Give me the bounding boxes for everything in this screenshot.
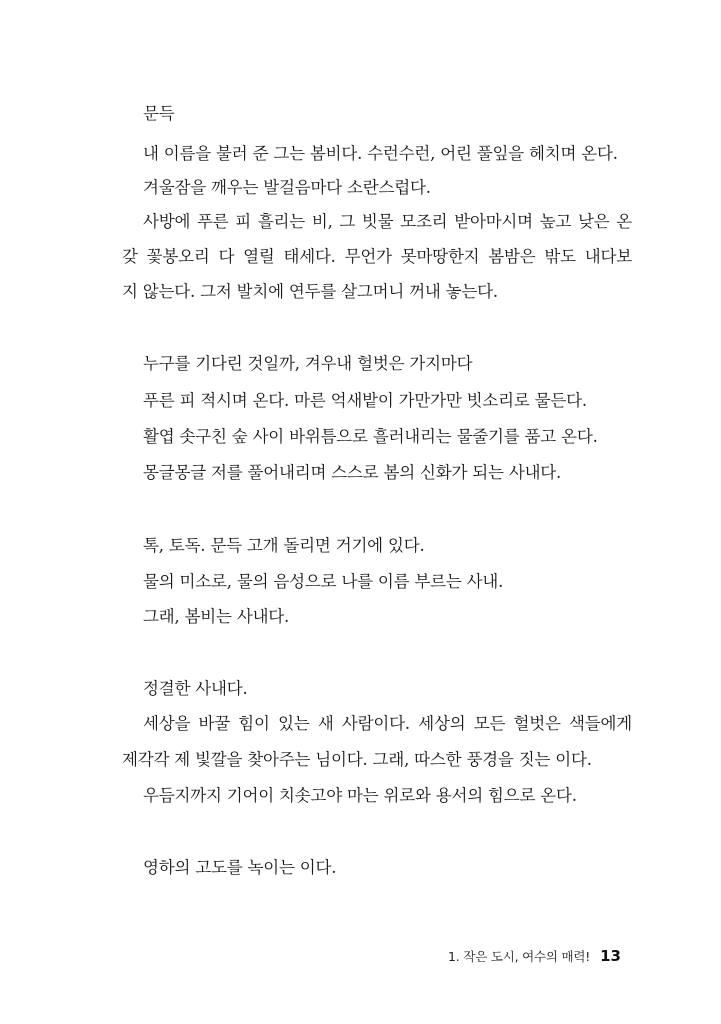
text-line: 물의 미소로, 물의 음성으로 나를 이름 부르는 사내. — [143, 572, 504, 591]
text-line: 겨울잠을 깨우는 발걸음마다 소란스럽다. — [143, 178, 431, 197]
text-line: 활엽 솟구친 숲 사이 바위틈으로 흘러내리는 물줄기를 품고 온다. — [143, 427, 598, 446]
text-line: 우듬지까지 기어이 치솟고야 마는 위로와 용서의 힘으로 온다. — [143, 786, 577, 805]
text-line: 갖 꽃봉오리 다 열릴 태세다. 무언가 못마땅한지 봄밤은 밖도 내다보 — [122, 247, 632, 266]
text-line: 정결한 사내다. — [143, 679, 248, 698]
text-line: 푸른 피 적시며 온다. 마른 억새밭이 가만가만 빗소리로 물든다. — [143, 391, 587, 410]
page-number: 13 — [600, 947, 621, 965]
text-line: 영하의 고도를 녹이는 이다. — [143, 858, 337, 877]
text-line: 제각각 제 빛깔을 찾아주는 님이다. 그래, 따스한 풍경을 짓는 이다. — [122, 750, 592, 769]
text-line: 사방에 푸른 피 흘리는 비, 그 빗물 모조리 받아마시며 높고 낮은 온 — [143, 212, 632, 231]
page-footer — [448, 947, 621, 965]
text-line: 세상을 바꿀 힘이 있는 새 사람이다. 세상의 모든 헐벗은 색들에게 — [143, 714, 632, 733]
text-line: 그래, 봄비는 사내다. — [143, 607, 290, 626]
text-line: 누구를 기다린 것일까, 겨우내 헐벗은 가지마다 — [143, 354, 473, 373]
text-line: 톡, 토독. 문득 고개 돌리면 거기에 있다. — [143, 536, 425, 555]
text-line: 문득 — [143, 104, 175, 123]
text-line: 지 않는다. 그저 발치에 연두를 살그머니 꺼내 놓는다. — [122, 282, 498, 301]
text-line: 몽글몽글 저를 풀어내리며 스스로 봄의 신화가 되는 사내다. — [143, 463, 562, 482]
chapter-title: 1. 작은 도시, 여수의 매력! — [448, 949, 591, 964]
text-line: 내 이름을 불러 준 그는 봄비다. 수런수런, 어린 풀잎을 헤치며 온다. — [143, 144, 618, 163]
